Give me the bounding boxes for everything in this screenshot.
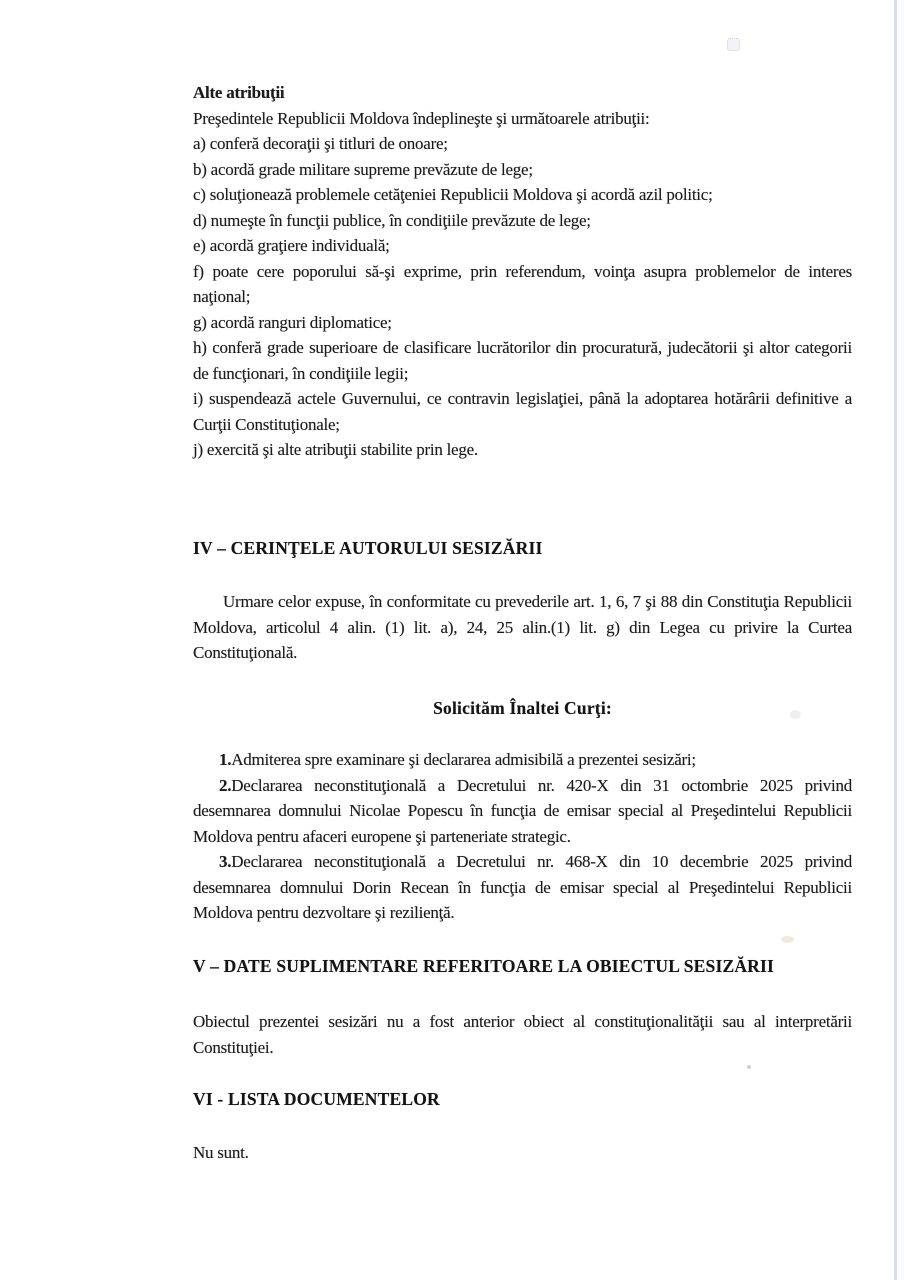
scan-speck: [747, 1065, 751, 1069]
request-heading-block: [193, 696, 852, 720]
scan-speck: [727, 38, 740, 51]
attribution-item-e: e) acordă graţiere individuală;: [193, 236, 390, 255]
request-number-3: 3.: [219, 852, 232, 871]
attribution-item-i: i) suspendează actele Guvernului, ce contravin legislaţiei, până la adoptarea hotărârii definitive a Curţii Constituţionale;: [193, 389, 852, 434]
section-v-heading-block: [193, 954, 852, 978]
attribution-item-f: f) poate cere poporului să-şi exprime, prin referendum, voinţa asupra problemelor de interes naţional;: [193, 261, 852, 306]
section-iv-heading-block: [193, 536, 852, 560]
attribution-item-j: j) exercită şi alte atribuţii stabilite prin lege.: [193, 440, 478, 459]
page-edge-strip: [897, 0, 904, 1280]
request-text-2: Declararea neconstituţională a Decretului nr. 420-X din 31 octombrie 2025 privind desemnarea domnului Nicolae Popescu în funcţia de emisar special al Preşedintelui Republicii Moldova pentru afaceri europene şi parteneriate strategic.: [193, 775, 852, 846]
scan-speck: [790, 710, 801, 719]
request-item-1: [193, 747, 852, 773]
section-vi-paragraph: Nu sunt.: [193, 1143, 249, 1162]
section-iv-paragraph: Urmare celor expuse, în conformitate cu prevederile art. 1, 6, 7 şi 88 din Constituţia Republicii Moldova, articolul 4 alin. (1) lit. a), 24, 25 alin.(1) lit. g) din Legea cu privire la Curtea Constituţională.: [193, 592, 852, 662]
request-number-2: 2.: [219, 775, 232, 795]
section-vi-paragraph-block: [193, 1140, 852, 1166]
section-iv-paragraph-block: [193, 589, 852, 666]
attribution-item-g: g) acordă ranguri diplomatice;: [193, 312, 392, 332]
scan-speck: [781, 936, 794, 943]
section-v-paragraph-block: [193, 1009, 852, 1060]
attribution-item-a: a) conferă decoraţii şi titluri de onoare;: [193, 134, 448, 153]
request-item-2: [193, 773, 852, 850]
section-alte-atributii: [193, 80, 852, 463]
attribution-item-d: d) numeşte în funcţii publice, în condiţiile prevăzute de lege;: [193, 210, 591, 230]
attribution-item-b: b) acordă grade militare supreme prevăzute de lege;: [193, 159, 533, 179]
request-number-1: 1.: [219, 750, 232, 769]
attributions-heading: Alte atribuţii: [193, 83, 285, 102]
attributions-intro: Preşedintele Republicii Moldova îndeplineşte şi următoarele atribuţii:: [193, 108, 650, 128]
attribution-item-c: c) soluţionează problemele cetăţeniei Republicii Moldova şi acordă azil politic;: [193, 185, 713, 204]
section-vi-heading: VI - LISTA DOCUMENTELOR: [193, 1089, 440, 1109]
attribution-item-h: h) conferă grade superioare de clasificare lucrătorilor din procuratură, judecătorii şi altor categorii de funcţionari, în condiţiile legii;: [193, 338, 852, 383]
requests-block: [193, 747, 852, 926]
request-heading: Solicităm Înaltei Curţi:: [433, 698, 612, 718]
request-item-3: [193, 849, 852, 926]
request-text-1: Admiterea spre examinare şi declararea admisibilă a prezentei sesizări;: [231, 750, 696, 769]
section-v-paragraph: Obiectul prezentei sesizări nu a fost anterior obiect al constituţionalităţii sau al interpretării Constituţiei.: [193, 1012, 852, 1057]
section-vi-heading-block: [193, 1087, 852, 1111]
section-v-heading: V – DATE SUPLIMENTARE REFERITOARE LA OBIECTUL SESIZĂRII: [193, 956, 775, 976]
page-edge-line: [894, 0, 897, 1280]
section-iv-heading: IV – CERINŢELE AUTORULUI SESIZĂRII: [193, 538, 543, 558]
request-text-3: Declararea neconstituţională a Decretului nr. 468-X din 10 decembrie 2025 privind desemnarea domnului Dorin Recean în funcţia de emisar special al Preşedintelui Republicii Moldova pentru dezvoltare şi rezilienţă.: [193, 852, 852, 922]
